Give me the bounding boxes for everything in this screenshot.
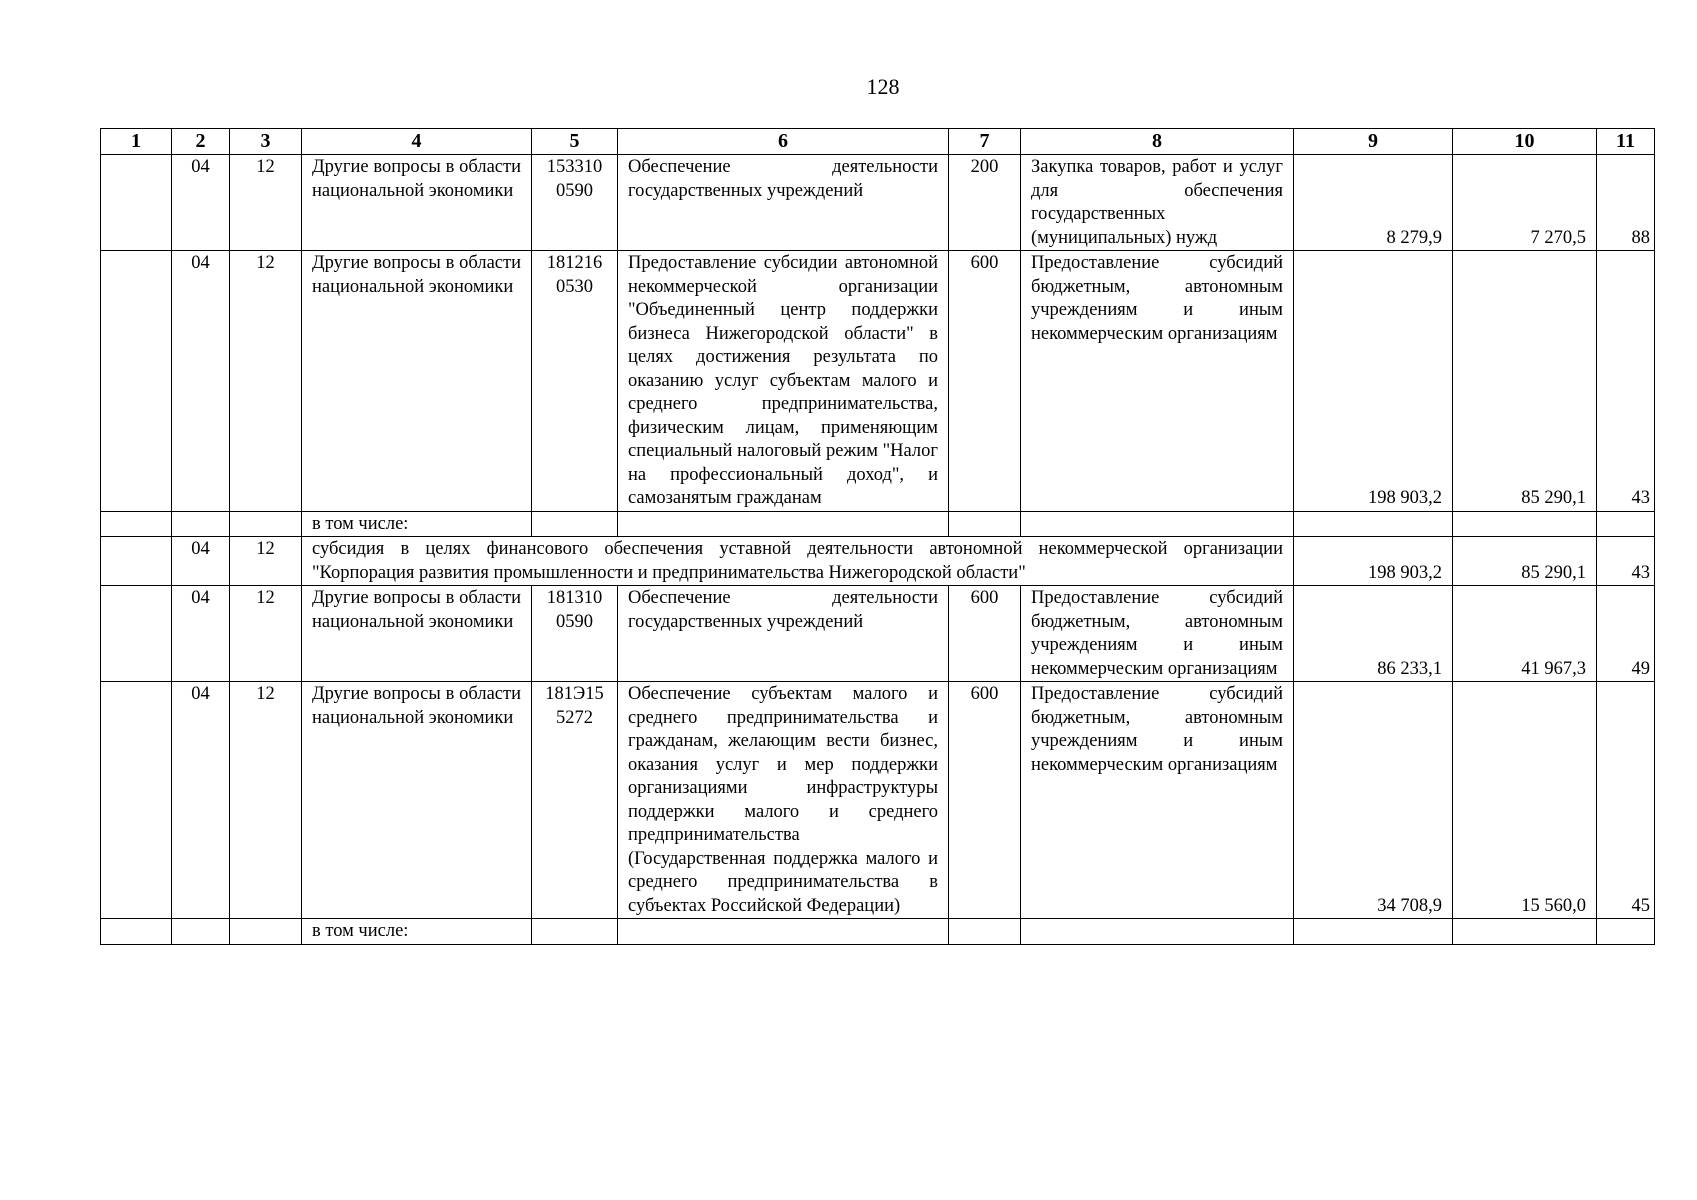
cell-col1 [101,682,172,919]
cell-subsection [230,919,302,945]
cell-target-code [532,682,618,919]
cell-actual: 7 270,5 [1453,155,1597,251]
cell-target-code [532,586,618,682]
cell-section: 04 [172,251,230,512]
cell-percent: 88 [1597,155,1655,251]
cell-subsection: 12 [230,155,302,251]
cell-section [172,919,230,945]
code-line-1: 181Э15 [545,684,604,704]
cell-percent: 43 [1597,537,1655,586]
cell-target-name: Обеспечение деятельности государственных учреждений [618,586,949,682]
cell-actual [1453,511,1597,537]
code-line-1: 181216 [546,253,603,273]
header-cell-7: 7 [949,129,1021,155]
code-line-2: 0590 [556,611,593,632]
cell-plan: 198 903,2 [1294,537,1453,586]
cell-expense-name: Предоставление субсидий бюджетным, автономным учреждениям и иным некоммерческим организациям [1021,251,1294,512]
cell-expense-type [949,919,1021,945]
cell-subsection: 12 [230,586,302,682]
cell-expense-name [1021,511,1294,537]
header-cell-3: 3 [230,129,302,155]
cell-target-code [532,511,618,537]
including-label: в том числе: [302,511,532,537]
cell-expense-name: Предоставление субсидий бюджетным, автономным учреждениям и иным некоммерческим организациям [1021,682,1294,919]
cell-col1 [101,511,172,537]
cell-plan: 198 903,2 [1294,251,1453,512]
table-row-note [101,919,1655,945]
cell-subsection [230,511,302,537]
table-row [101,155,1655,251]
cell-subsection: 12 [230,537,302,586]
cell-actual [1453,919,1597,945]
code-line-2: 0590 [556,180,593,201]
header-cell-8: 8 [1021,129,1294,155]
cell-percent: 49 [1597,586,1655,682]
budget-table [100,128,1655,945]
cell-percent [1597,511,1655,537]
cell-section-name: Другие вопросы в области национальной экономики [302,586,532,682]
cell-expense-name: Закупка товаров, работ и услуг для обеспечения государственных (муниципальных) нужд [1021,155,1294,251]
cell-subsection: 12 [230,682,302,919]
cell-expense-type [949,511,1021,537]
code-line-1: 181310 [546,588,603,608]
cell-col1 [101,155,172,251]
cell-section-name: Другие вопросы в области национальной экономики [302,682,532,919]
cell-target-name [618,919,949,945]
table-row [101,682,1655,919]
cell-col1 [101,919,172,945]
table-header-row [101,129,1655,155]
cell-target-code [532,919,618,945]
cell-expense-name [1021,919,1294,945]
cell-col1 [101,586,172,682]
cell-section: 04 [172,682,230,919]
including-label: в том числе: [302,919,532,945]
cell-actual: 41 967,3 [1453,586,1597,682]
cell-target-code [532,155,618,251]
page-number: 128 [866,74,900,99]
cell-section-name: Другие вопросы в области национальной экономики [302,155,532,251]
cell-target-code [532,251,618,512]
cell-subsection: 12 [230,251,302,512]
cell-expense-type: 600 [949,586,1021,682]
cell-percent [1597,919,1655,945]
cell-expense-name: Предоставление субсидий бюджетным, автономным учреждениям и иным некоммерческим организациям [1021,586,1294,682]
cell-percent: 45 [1597,682,1655,919]
header-cell-10: 10 [1453,129,1597,155]
header-cell-5: 5 [532,129,618,155]
cell-section [172,511,230,537]
cell-section: 04 [172,586,230,682]
header-cell-9: 9 [1294,129,1453,155]
cell-percent: 43 [1597,251,1655,512]
header-cell-11: 11 [1597,129,1655,155]
cell-section-name: Другие вопросы в области национальной экономики [302,251,532,512]
cell-actual: 85 290,1 [1453,537,1597,586]
table-row [101,251,1655,512]
cell-actual: 15 560,0 [1453,682,1597,919]
cell-col1 [101,537,172,586]
subsidy-description: субсидия в целях финансового обеспечения уставной деятельности автономной некоммерческой организации "Корпорация развития промышленности и предпринимательства Нижегородской области" [302,537,1294,586]
cell-plan: 8 279,9 [1294,155,1453,251]
code-line-2: 5272 [556,707,593,728]
cell-actual: 85 290,1 [1453,251,1597,512]
cell-plan: 34 708,9 [1294,682,1453,919]
cell-plan [1294,511,1453,537]
header-cell-1: 1 [101,129,172,155]
table-row-note [101,511,1655,537]
cell-target-name: Обеспечение деятельности государственных учреждений [618,155,949,251]
header-cell-2: 2 [172,129,230,155]
cell-plan [1294,919,1453,945]
cell-col1 [101,251,172,512]
cell-target-name: Предоставление субсидии автономной некоммерческой организации "Объединенный центр поддержки бизнеса Нижегородской области" в целях достижения результата по оказанию услуг субъектам малого и среднего предпринимательства, физическим лицам, применяющим специальный налоговый режим "Налог на профессиональный доход", и самозанятым гражданам [618,251,949,512]
header-cell-4: 4 [302,129,532,155]
table-row [101,586,1655,682]
code-line-2: 0530 [556,276,593,297]
cell-target-name: Обеспечение субъектам малого и среднего предпринимательства и гражданам, желающим вести бизнес, оказания услуг и мер поддержки организациями инфраструктуры поддержки малого и среднего предпринимательства (Государственная поддержка малого и среднего предпринимательства в субъектах Российской Федерации) [618,682,949,919]
cell-expense-type: 600 [949,682,1021,919]
cell-expense-type: 600 [949,251,1021,512]
code-line-1: 153310 [546,157,603,177]
cell-expense-type: 200 [949,155,1021,251]
table-row-subsidy [101,537,1655,586]
cell-section: 04 [172,155,230,251]
cell-plan: 86 233,1 [1294,586,1453,682]
cell-target-name [618,511,949,537]
cell-section: 04 [172,537,230,586]
header-cell-6: 6 [618,129,949,155]
